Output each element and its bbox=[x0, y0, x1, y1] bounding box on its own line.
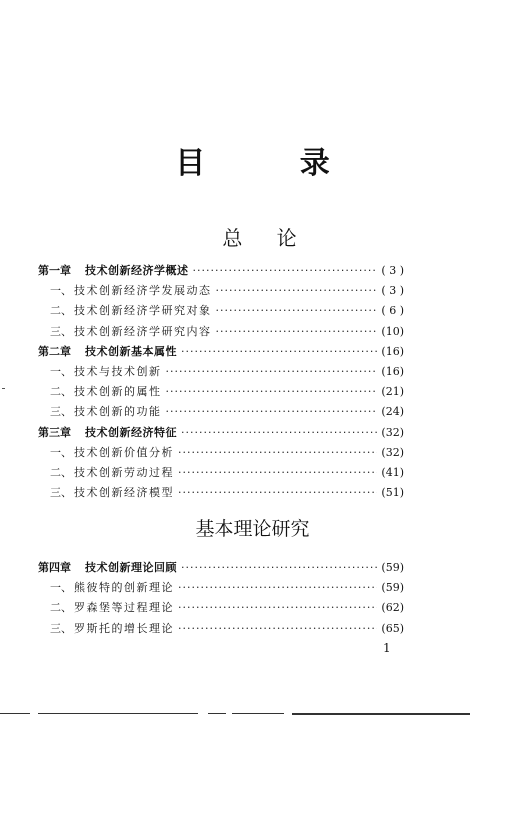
toc-chapter-entry bbox=[38, 343, 404, 363]
dot-leader bbox=[178, 601, 377, 614]
toc-list-theory bbox=[38, 559, 404, 640]
dot-leader bbox=[216, 304, 378, 317]
toc-entry-label: 技术创新经济学概述 bbox=[85, 264, 189, 277]
dot-leader bbox=[178, 622, 377, 635]
toc-entry-number: 一、 bbox=[50, 581, 72, 595]
toc-entry-page: (51) bbox=[381, 486, 404, 500]
dot-leader bbox=[193, 264, 378, 277]
dot-leader bbox=[166, 405, 378, 418]
dot-leader bbox=[216, 325, 378, 338]
page-number: 1 bbox=[383, 641, 391, 655]
toc-chapter-entry bbox=[38, 559, 404, 579]
toc-entry-number: 三、 bbox=[50, 621, 72, 635]
toc-entry-label: 技术创新的功能 bbox=[74, 405, 162, 419]
toc-entry-label: 技术创新经济学研究对象 bbox=[74, 304, 212, 318]
toc-entry-number: 二、 bbox=[50, 304, 72, 318]
dot-leader bbox=[166, 385, 378, 398]
toc-entry-number: 一、 bbox=[50, 364, 72, 378]
dot-leader bbox=[178, 486, 377, 499]
toc-entry-label: 熊彼特的创新理论 bbox=[74, 581, 174, 595]
dot-leader bbox=[178, 466, 377, 479]
toc-entry-page: (32) bbox=[381, 425, 404, 439]
toc-entry-page: (10) bbox=[381, 324, 404, 338]
toc-entry-page: (16) bbox=[381, 364, 404, 378]
scan-edge-mark bbox=[2, 388, 5, 389]
toc-entry-number: 三、 bbox=[50, 324, 72, 338]
toc-subsection-entry bbox=[38, 383, 404, 403]
toc-entry-number: 一、 bbox=[50, 445, 72, 459]
toc-entry-page: (59) bbox=[381, 581, 404, 595]
toc-entry-page: (59) bbox=[381, 561, 404, 574]
toc-entry-page: ( 6 ) bbox=[381, 304, 404, 318]
toc-entry-page: (62) bbox=[381, 601, 404, 615]
toc-entry-page: (41) bbox=[381, 465, 404, 479]
toc-subsection-entry bbox=[38, 282, 404, 302]
toc-entry-label: 技术创新的属性 bbox=[74, 385, 162, 399]
toc-entry-page: ( 3 ) bbox=[381, 264, 404, 277]
toc-subsection-entry bbox=[38, 403, 404, 423]
dot-leader bbox=[178, 581, 377, 594]
toc-entry-number: 三、 bbox=[50, 405, 72, 419]
section-heading-theory: 基本理论研究 bbox=[195, 518, 310, 540]
toc-entry-label: 技术创新基本属性 bbox=[85, 344, 177, 358]
toc-entry-label: 技术创新经济学研究内容 bbox=[74, 324, 212, 338]
toc-entry-page: (21) bbox=[381, 385, 404, 399]
toc-subsection-entry bbox=[38, 302, 404, 322]
dot-leader bbox=[216, 284, 378, 297]
toc-subsection-entry bbox=[38, 464, 404, 484]
toc-entry-page: (65) bbox=[381, 621, 404, 635]
toc-subsection-entry bbox=[38, 484, 404, 504]
toc-chapter-entry bbox=[38, 424, 404, 444]
toc-entry-number: 第三章 bbox=[38, 425, 71, 439]
toc-subsection-entry bbox=[38, 363, 404, 383]
toc-entry-label: 技术创新经济学发展动态 bbox=[74, 284, 212, 298]
scan-artifact-line bbox=[0, 713, 505, 715]
toc-subsection-entry bbox=[38, 323, 404, 343]
toc-entry-number: 二、 bbox=[50, 385, 72, 399]
toc-entry-label: 罗斯托的增长理论 bbox=[74, 621, 174, 635]
toc-entry-label: 技术创新经济特征 bbox=[85, 425, 177, 439]
toc-entry-label: 罗森堡等过程理论 bbox=[74, 601, 174, 615]
toc-entry-number: 一、 bbox=[50, 284, 72, 298]
dot-leader bbox=[178, 446, 377, 459]
toc-chapter-entry bbox=[38, 262, 404, 282]
page-title: 目 录 bbox=[175, 146, 372, 181]
toc-entry-label: 技术创新劳动过程 bbox=[74, 465, 174, 479]
toc-entry-label: 技术创新理论回顾 bbox=[85, 561, 177, 574]
dot-leader bbox=[181, 345, 377, 358]
toc-entry-number: 第一章 bbox=[38, 264, 71, 277]
toc-entry-page: (16) bbox=[381, 344, 404, 358]
toc-subsection-entry bbox=[38, 579, 404, 599]
toc-entry-page: (32) bbox=[381, 445, 404, 459]
toc-entry-label: 技术创新价值分析 bbox=[74, 445, 174, 459]
section-heading-general: 总 论 bbox=[222, 226, 311, 250]
toc-entry-number: 第四章 bbox=[38, 561, 71, 574]
toc-entry-page: (24) bbox=[381, 405, 404, 419]
toc-entry-number: 第二章 bbox=[38, 344, 71, 358]
toc-entry-number: 三、 bbox=[50, 486, 72, 500]
toc-entry-label: 技术与技术创新 bbox=[74, 364, 162, 378]
toc-subsection-entry bbox=[38, 599, 404, 619]
toc-subsection-entry bbox=[38, 444, 404, 464]
dot-leader bbox=[166, 365, 378, 378]
toc-entry-label: 技术创新经济模型 bbox=[74, 486, 174, 500]
dot-leader bbox=[181, 561, 377, 574]
toc-subsection-entry bbox=[38, 620, 404, 640]
toc-entry-page: ( 3 ) bbox=[381, 284, 404, 298]
toc-list-general bbox=[38, 262, 404, 504]
toc-entry-number: 二、 bbox=[50, 465, 72, 479]
dot-leader bbox=[181, 426, 377, 439]
toc-entry-number: 二、 bbox=[50, 601, 72, 615]
